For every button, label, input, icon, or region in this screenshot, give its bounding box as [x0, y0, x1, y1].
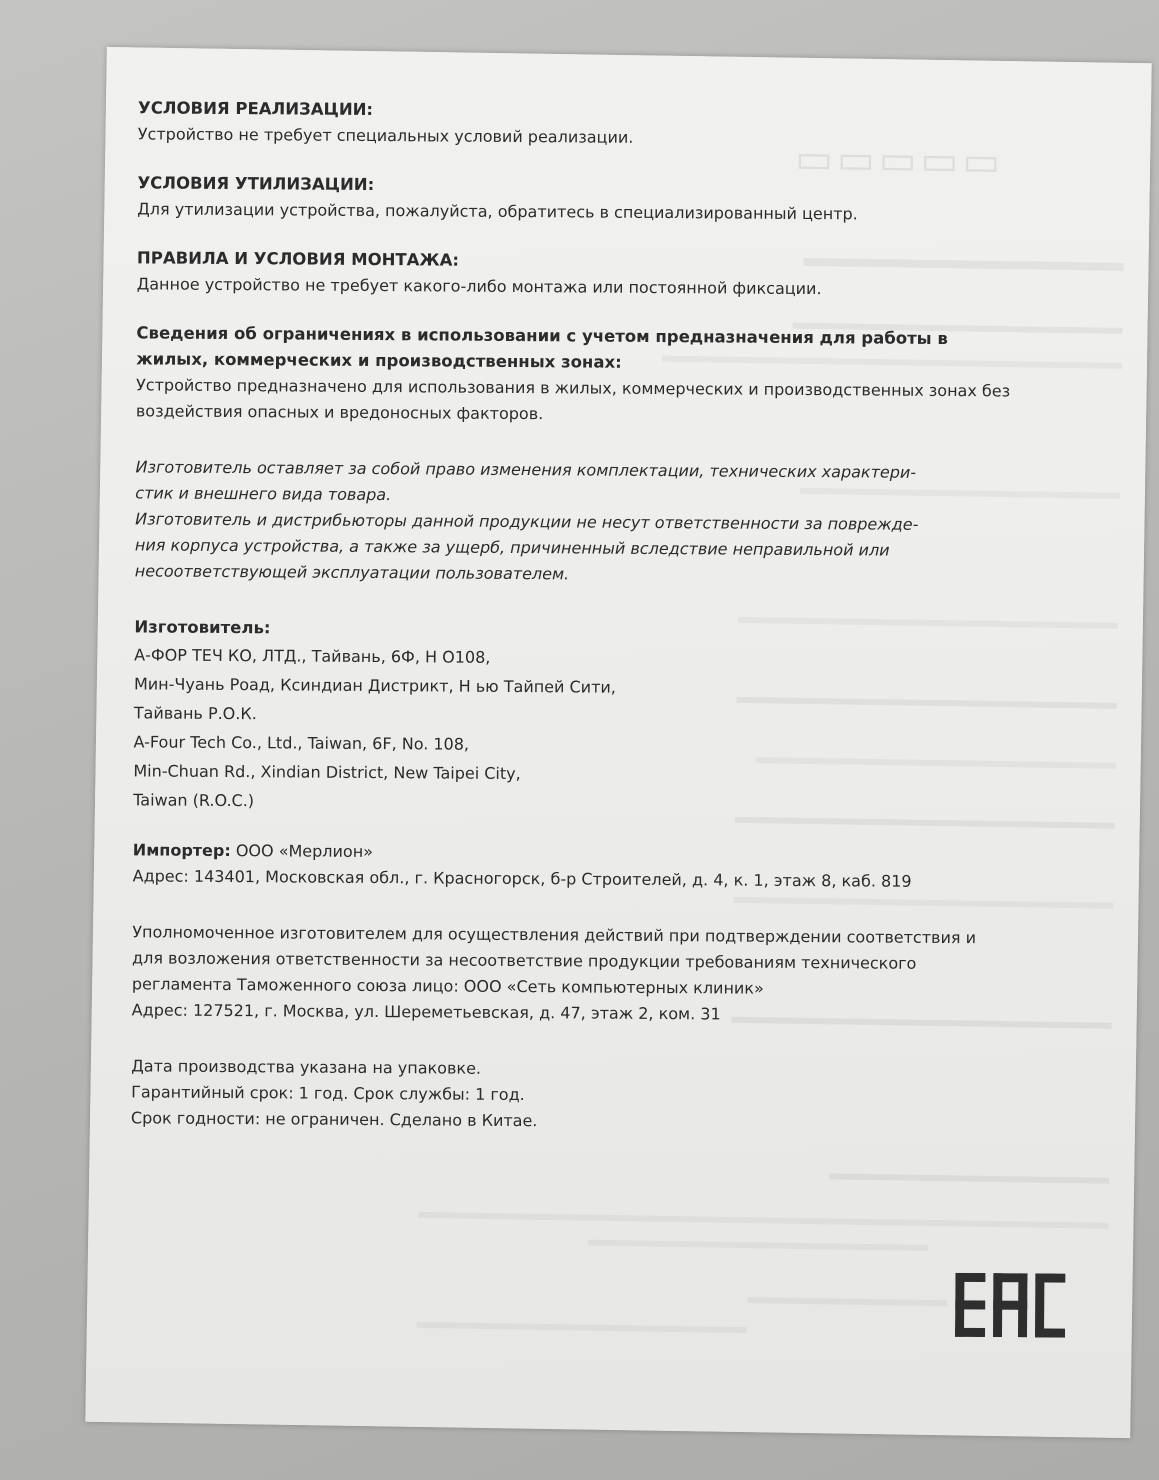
text-line: стик и внешнего вида товара.: [135, 483, 392, 505]
document-sheet: [85, 47, 1151, 1438]
section-text: Устройство не требует специальных условий реализации.: [137, 124, 634, 147]
dates-text: [131, 1053, 1032, 1137]
disclaimer-text: [135, 454, 1036, 590]
section-realization: [138, 95, 1038, 153]
text-line: Гарантийный срок: 1 год. Срок службы: 1 год.: [131, 1082, 525, 1105]
section-text: Данное устройство не требует какого-либо монтажа или постоянной фиксации.: [136, 274, 822, 299]
section-restrictions: [136, 320, 1037, 430]
address-line: А-ФОР ТЕЧ КО, ЛТД., Тайвань, 6Ф, Н О108,: [134, 645, 491, 667]
text-line: Изготовитель и дистрибьюторы данной продукции не несут ответственности за поврежде-: [135, 509, 919, 534]
address-line: Тайвань Р.О.К.: [133, 703, 257, 724]
text-line: Адрес: 127521, г. Москва, ул. Шереметьевская, д. 47, этаж 2, ком. 31: [131, 1000, 721, 1024]
text-line: для возложения ответственности за несоответствие продукции требованиям технического: [132, 948, 917, 973]
text-line: Срок годности: не ограничен. Сделано в Китае.: [130, 1108, 538, 1131]
eac-mark: [955, 1273, 1065, 1338]
text-line: ния корпуса устройства, а также за ущерб, причиненный вследствие неправильной или: [134, 535, 890, 560]
address-line: Taiwan (R.O.C.): [133, 790, 255, 811]
section-title: УСЛОВИЯ УТИЛИЗАЦИИ:: [137, 173, 375, 195]
title-line: Сведения об ограничениях в использовании с учетом предназначения для работы в: [136, 323, 948, 349]
authorized-text: [132, 919, 1033, 1029]
show-through-line: [419, 1212, 1109, 1229]
importer-name: ООО «Мерлион»: [235, 841, 374, 862]
text-line: регламента Таможенного союза лицо: ООО «Сеть компьютерных клиник»: [131, 974, 764, 998]
section-title: Импортер:: [132, 840, 231, 861]
show-through-line: [747, 1297, 947, 1306]
importer-address: Адрес: 143401, Московская обл., г. Красногорск, б-р Строителей, д. 4, к. 1, этаж 8, каб. 819: [132, 866, 912, 891]
section-mounting: [137, 245, 1037, 303]
section-authorized: [132, 919, 1033, 1029]
show-through-line: [417, 1322, 747, 1333]
text-line: Уполномоченное изготовителем для осуществления действий при подтверждении соответствия и: [132, 922, 977, 948]
show-through-line: [588, 1240, 928, 1251]
section-text: Для утилизации устройства, пожалуйста, обратитесь в специализированный центр.: [137, 199, 858, 224]
section-dates: [131, 1053, 1032, 1137]
section-manufacturer: [133, 614, 1034, 820]
text-line: Изготовитель оставляет за собой право изменения комплектации, технических характери-: [135, 457, 917, 482]
section-title: УСЛОВИЯ РЕАЛИЗАЦИИ:: [137, 98, 374, 120]
document-content: [131, 95, 1038, 1160]
text-line: несоответствующей эксплуатации пользователем.: [134, 561, 570, 584]
section-disclaimer: [135, 454, 1036, 590]
address-line: A-Four Tech Co., Ltd., Taiwan, 6F, No. 108,: [133, 732, 470, 754]
address-line: Min-Chuan Rd., Xindian District, New Taipei City,: [133, 761, 521, 784]
section-importer: [133, 837, 1033, 895]
show-through-line: [829, 1173, 1109, 1183]
section-title: Изготовитель:: [134, 617, 271, 638]
manufacturer-address: [133, 640, 1034, 820]
title-line: жилых, коммерческих и производственных зонах:: [136, 349, 622, 372]
section-title: ПРАВИЛА И УСЛОВИЯ МОНТАЖА:: [136, 248, 460, 270]
text-line: Дата производства указана на упаковке.: [131, 1056, 482, 1078]
text-line: Устройство предназначено для использования в жилых, коммерческих и производственных зонах без: [136, 375, 1011, 401]
section-disposal: [137, 170, 1037, 228]
eac-letters: [955, 1273, 1065, 1338]
show-through-logo: ▭▭▭▭▭: [794, 135, 1005, 185]
address-line: Мин-Чуань Роад, Ксиндиан Дистрикт, Н ью Тайпей Сити,: [133, 674, 616, 697]
section-text: [136, 372, 1036, 430]
section-title: [136, 320, 1036, 378]
text-line: воздействия опасных и вредоносных факторов.: [135, 401, 544, 424]
